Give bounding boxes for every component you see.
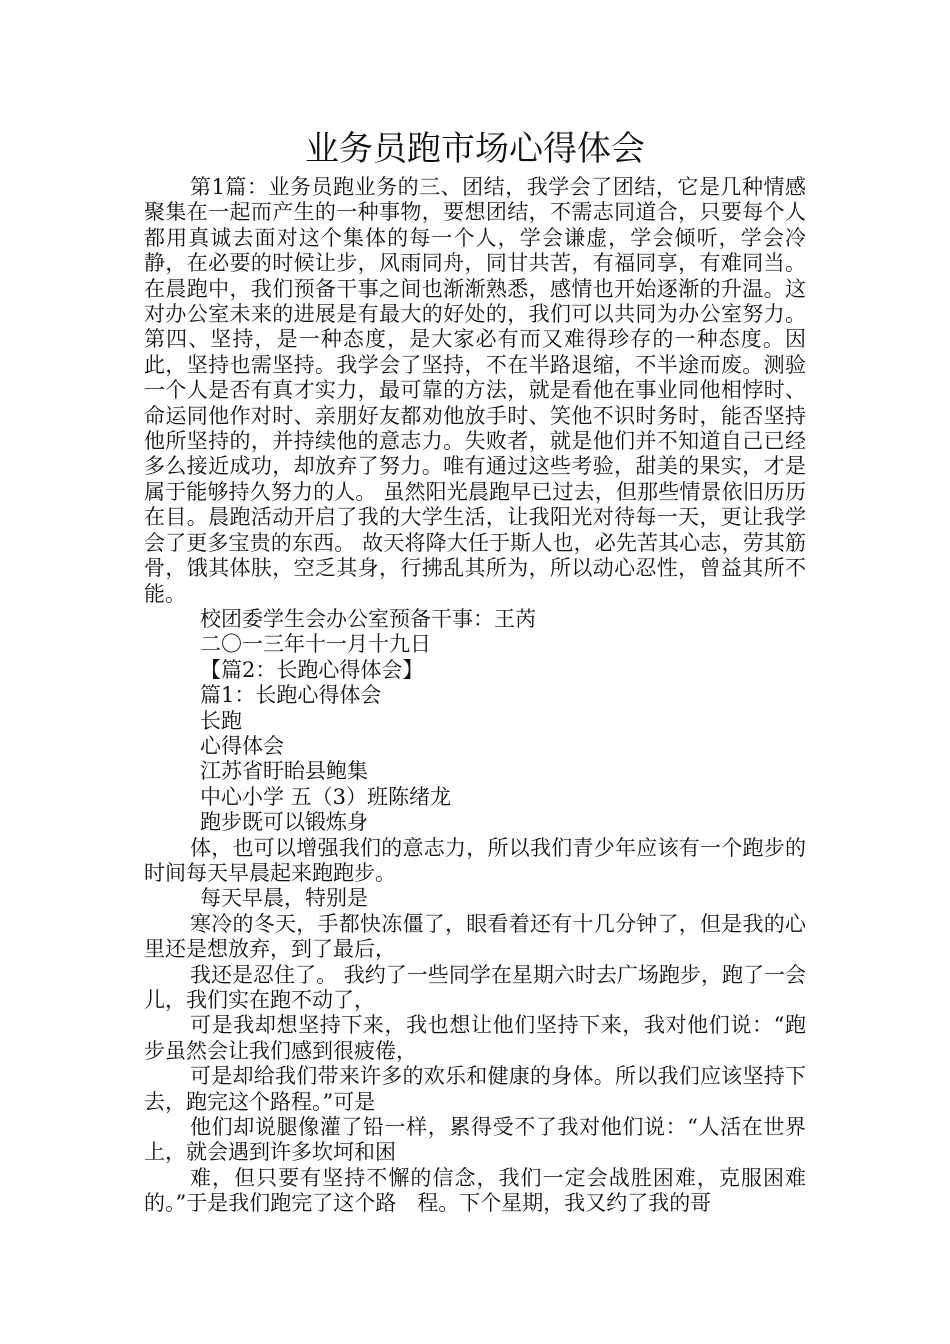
- author-class-line: 中心小学 五（3）班陈绪龙: [200, 784, 452, 809]
- paragraph: 寒冷的冬天，手都快冻僵了，眼看着还有十几分钟了，但是我的心里还是想放弃，到了最后，: [144, 911, 806, 962]
- signature-line: 校团委学生会办公室预备干事：王芮: [200, 606, 536, 631]
- paragraph: 他们却说腿像灌了铅一样，累得受不了我对他们说：“人活在世界上，就会遇到许多坎坷和困: [144, 1115, 806, 1165]
- paragraph: 可是我却想坚持下来，我也想让他们坚持下来，我对他们说：“跑步虽然会让我们感到很疲倦，: [144, 1013, 806, 1063]
- author-school-line: 江苏省盱眙县鲍集: [200, 759, 368, 784]
- date-line: 二〇一三年十一月十九日: [200, 632, 431, 657]
- paragraph: 体，也可以增强我们的意志力，所以我们青少年应该有一个跑步的时间每天早晨起来跑跑步。: [144, 835, 806, 885]
- heading-line: 长跑: [200, 708, 242, 733]
- paragraph: 可是却给我们带来许多的欢乐和健康的身体。所以我们应该坚持下去，跑完这个路程。”可是: [144, 1064, 806, 1114]
- text-line: 每天早晨，特别是: [200, 886, 368, 911]
- document-title: 业务员跑市场心得体会: [305, 129, 645, 169]
- paragraph: 难，但只要有坚持不懈的信念，我们一定会战胜困难，克服困难的。”于是我们跑完了这个路 程。下个星期，我又约了我的哥: [144, 1165, 806, 1216]
- subsection-heading: 篇1：长跑心得体会: [200, 683, 382, 708]
- text-line: 跑步既可以锻炼身: [200, 810, 368, 835]
- document-body: [144, 175, 806, 1217]
- section-heading: 【篇2：长跑心得体会】: [200, 657, 424, 682]
- paragraph-section-1: 第1篇：业务员跑业务的三、团结，我学会了团结，它是几种情感聚集在一起而产生的一种事物，要想团结，不需志同道合，只要每个人都用真诚去面对这个集体的每一个人，学会谦虚，学会倾听，学会冷静，在必要的时候让步，风雨同舟，同甘共苦，有福同享，有难同当。在晨跑中，我们预备干事之间也渐渐熟悉，感情也开始逐渐的升温。这对办公室未来的进展是有最大的好处的，我们可以共同为办公室努力。 第四、坚持，是一种态度，是大家必有而又难得珍存的一种态度。因此，坚持也需坚持。我学会了坚持，不在半路退缩，不半途而废。测验一个人是否有真才实力，最可靠的方法，就是看他在事业同他相悖时、命运同他作对时、亲朋好友都劝他放手时、笑他不识时务时，能否坚持他所坚持的，并持续他的意志力。失败者，就是他们并不知道自己已经多么接近成功，却放弃了努力。唯有通过这些考验，甜美的果实，才是属于能够持久努力的人。 虽然阳光晨跑早已过去，但那些情景依旧历历在目。晨跑活动开启了我的大学生活，让我阳光对待每一天，更让我学会了更多宝贵的东西。 故天将降大任于斯人也，必先苦其心志，劳其筋骨，饿其体肤，空乏其身，行拂乱其所为，所以动心忍性，曾益其所不能。: [144, 175, 806, 606]
- paragraph: 我还是忍住了。 我约了一些同学在星期六时去广场跑步，跑了一会儿，我们实在跑不动了，: [144, 962, 806, 1012]
- heading-line: 心得体会: [200, 733, 284, 758]
